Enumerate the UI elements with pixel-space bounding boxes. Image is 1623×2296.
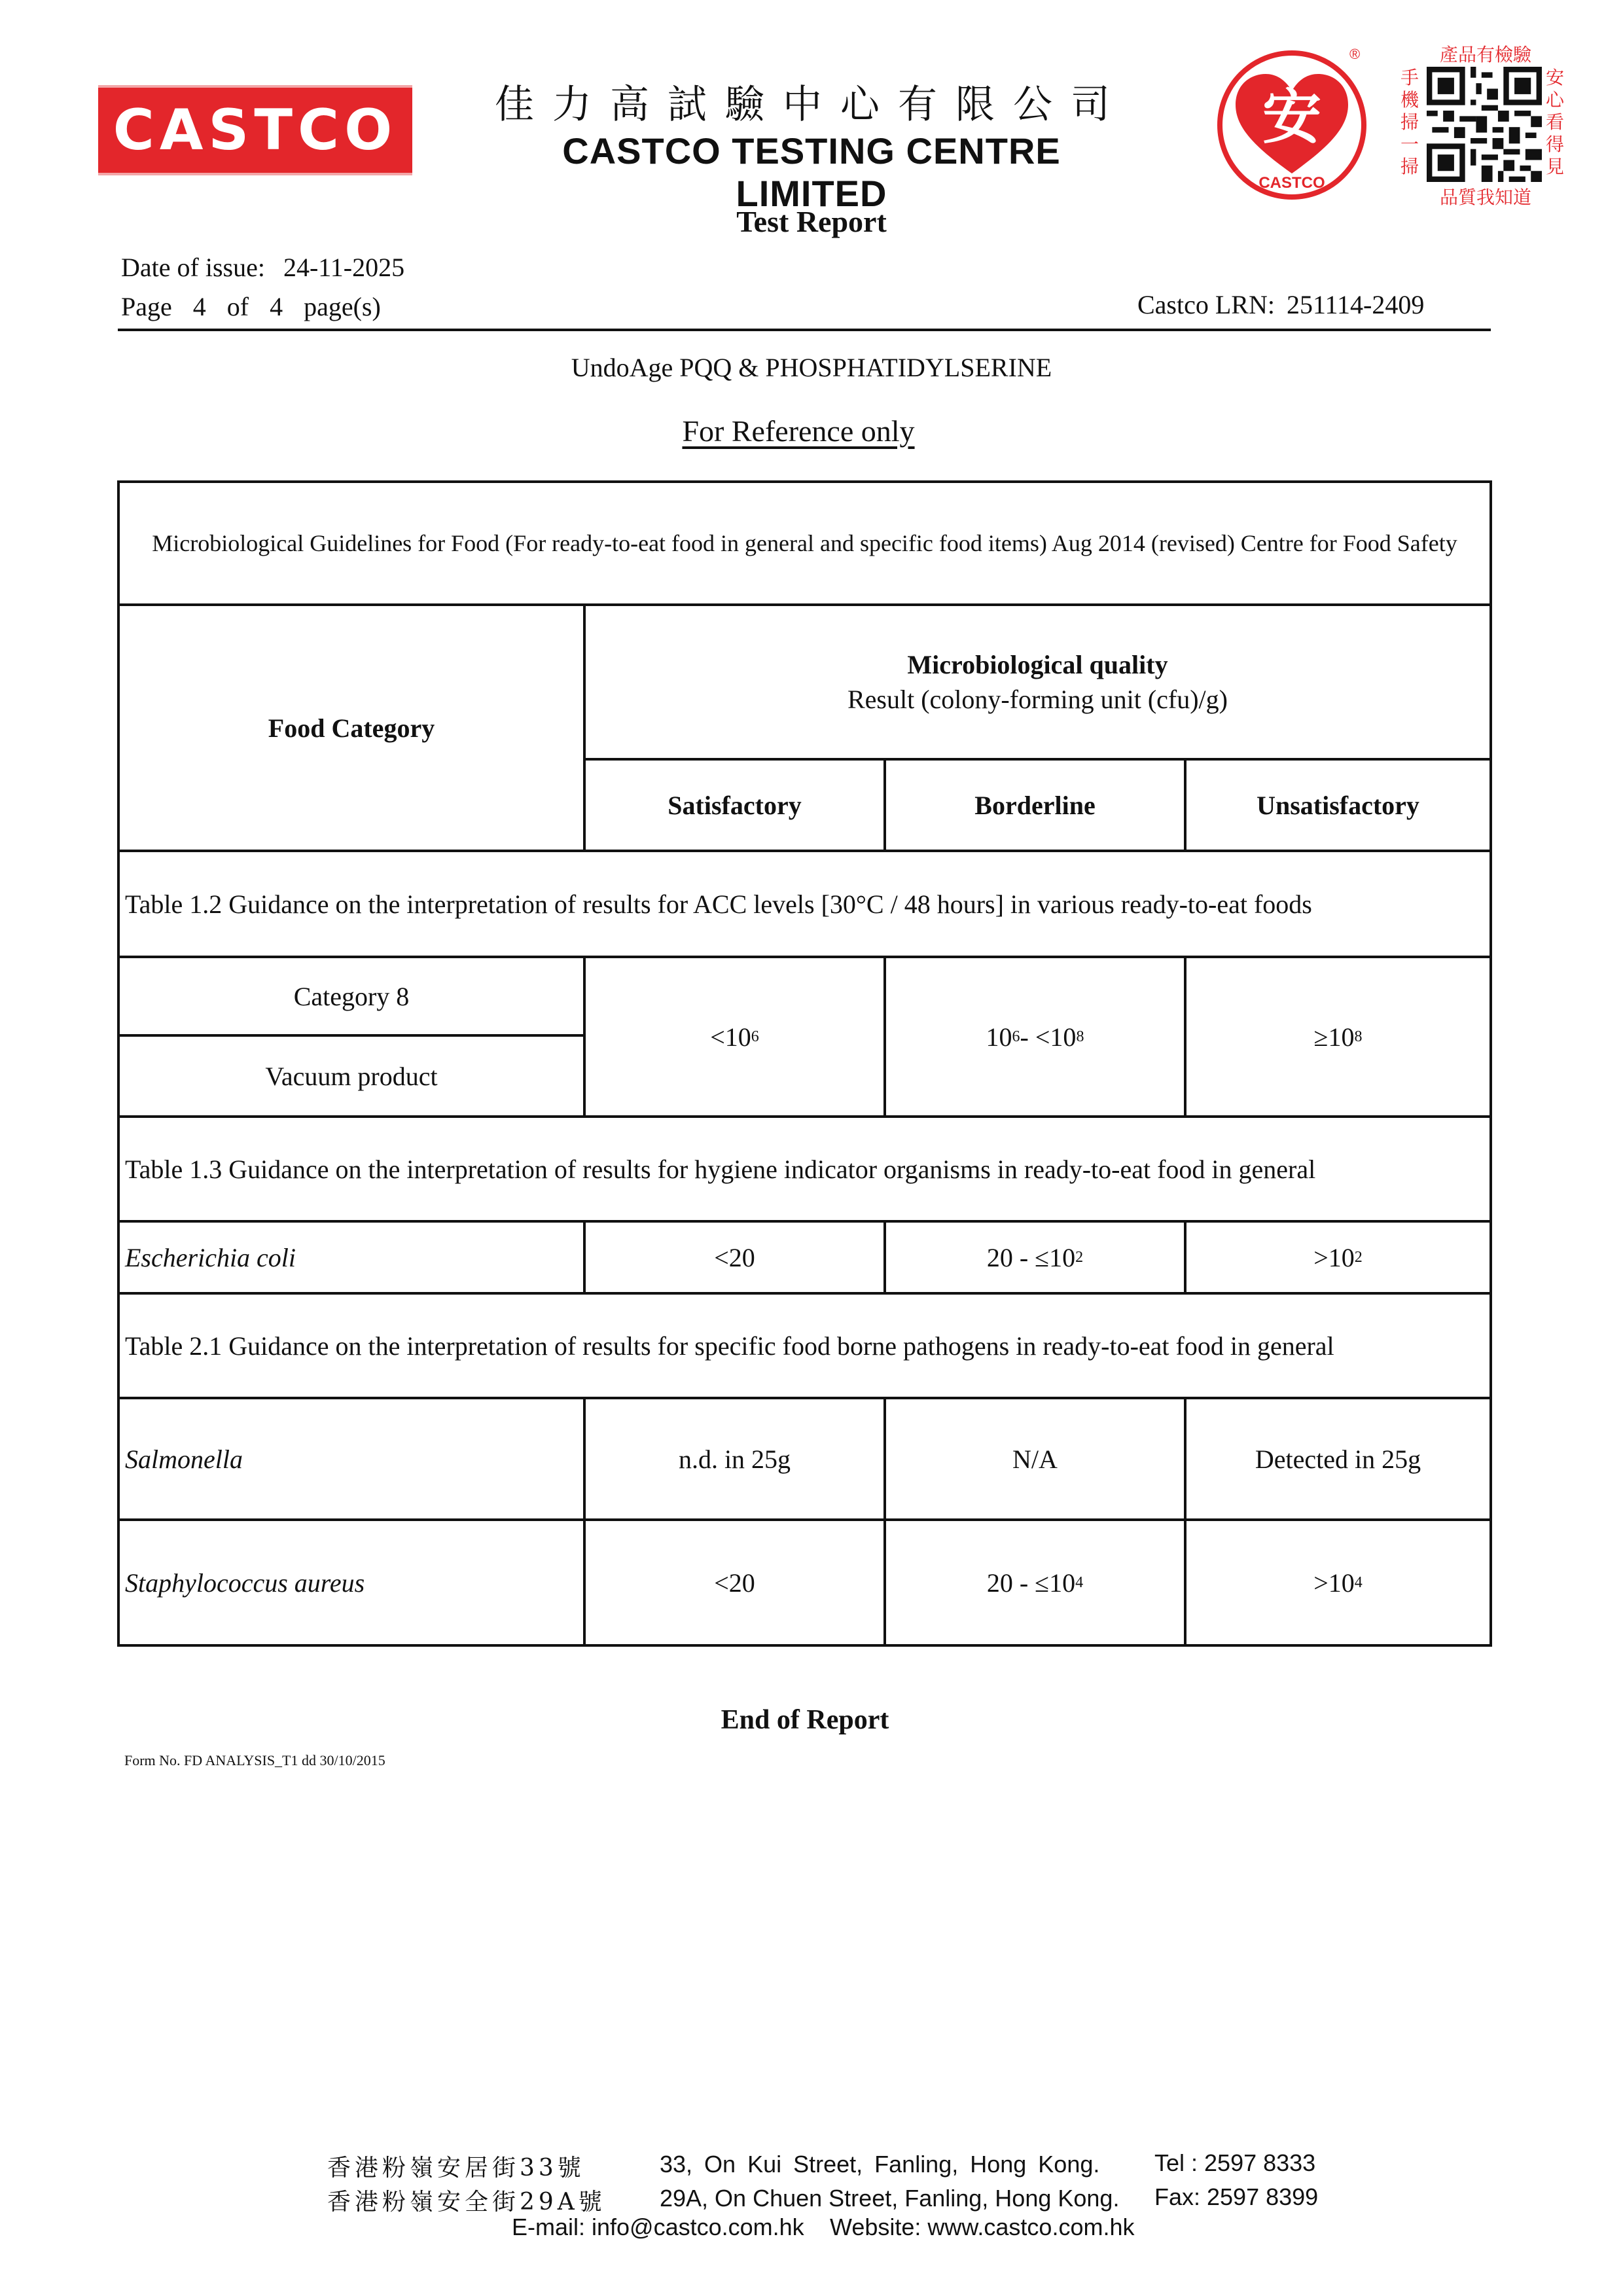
seal-text: CASTCO <box>1258 174 1325 192</box>
page-label: Page <box>121 292 172 321</box>
logo-text: CASTCO <box>113 98 398 163</box>
qr-caption-top: 產品有檢驗 <box>1439 44 1531 65</box>
address-1-en: 33, On Kui Street, Fanling, Hong Kong. <box>660 2151 1100 2178</box>
website-link[interactable]: Website: www.castco.com.hk <box>830 2214 1135 2240</box>
company-name-en: CASTCO TESTING CENTRE LIMITED <box>562 130 1061 214</box>
col-unsatisfactory: Unsatisfactory <box>1257 790 1419 820</box>
salmonella-borderline: N/A <box>1012 1444 1058 1474</box>
page-suffix: page(s) <box>304 292 381 321</box>
product-name: UndoAge PQQ & PHOSPHATIDYLSERINE <box>571 353 1052 382</box>
qr-caption-right: 安心看得見 <box>1546 67 1565 177</box>
staph-satisfactory: <20 <box>714 1568 755 1598</box>
lrn-label: Castco LRN: <box>1137 290 1275 319</box>
col-satisfactory: Satisfactory <box>668 790 802 820</box>
fax: Fax: 2597 8399 <box>1154 2183 1319 2210</box>
page-number: 4 <box>192 292 206 321</box>
telephone: Tel : 2597 8333 <box>1154 2149 1316 2176</box>
staph-name: Staphylococcus aureus <box>125 1568 365 1598</box>
section-1-2-title: Table 1.2 Guidance on the interpretation of results for ACC levels [30°C / 48 hours] in various ready-to-eat foods <box>125 889 1312 919</box>
col-borderline: Borderline <box>974 790 1096 820</box>
category-8-satisfactory: <10 6 <box>710 1022 759 1052</box>
form-number: Form No. FD ANALYSIS_T1 dd 30/10/2015 <box>124 1752 385 1768</box>
category-8-borderline: 10 6 - <10 8 <box>986 1022 1084 1052</box>
address-1-zh: 香港粉嶺安居街33號 <box>327 2155 585 2181</box>
address-2-en: 29A, On Chuen Street, Fanling, Hong Kong. <box>660 2185 1120 2212</box>
ecoli-satisfactory: <20 <box>714 1242 755 1272</box>
salmonella-satisfactory: n.d. in 25g <box>678 1444 791 1474</box>
staph-unsatisfactory: >10 4 <box>1313 1568 1363 1598</box>
seal-char: 安 <box>1262 82 1321 152</box>
date-label: Date of issue: <box>121 253 265 282</box>
quality-header-title: Microbiological quality <box>907 650 1168 679</box>
page-total: 4 <box>270 292 283 321</box>
section-1-3-title: Table 1.3 Guidance on the interpretation of results for hygiene indicator organisms in ready-to-eat food in general <box>125 1154 1316 1184</box>
quality-header-subtitle: Result (colony-forming unit (cfu)/g) <box>847 685 1228 714</box>
staph-borderline: 20 - ≤10 4 <box>986 1568 1084 1598</box>
section-2-1-title: Table 2.1 Guidance on the interpretation of results for specific food borne pathogens in ready-to-eat food in general <box>125 1331 1334 1361</box>
quality-header <box>584 605 1491 759</box>
registered-mark: ® <box>1349 46 1361 62</box>
company-name-zh: 佳力高試驗中心有限公司 <box>495 82 1128 128</box>
address-2-zh: 香港粉嶺安全街29A號 <box>327 2189 606 2215</box>
reference-note-text: For Reference only <box>682 414 915 448</box>
guideline-title: Microbiological Guidelines for Food (For ready-to-eat food in general and specific food items) Aug 2014 (revised) Centre for Food Safety <box>152 530 1457 556</box>
qr-caption-bottom: 品質我知道 <box>1439 187 1531 208</box>
category-8-description: Vacuum product <box>265 1061 438 1091</box>
date-value: 24-11-2025 <box>283 253 405 282</box>
category-8-unsatisfactory: ≥10 8 <box>1313 1022 1363 1052</box>
salmonella-name: Salmonella <box>125 1444 243 1474</box>
qr-caption-left: 手機掃一掃 <box>1400 67 1419 177</box>
end-of-report: End of Report <box>721 1705 889 1735</box>
ecoli-borderline: 20 - ≤10 2 <box>986 1242 1084 1272</box>
category-8-label: Category 8 <box>293 981 410 1011</box>
email-link[interactable]: E-mail: info@castco.com.hk <box>512 2214 804 2240</box>
lrn-value: 251114-2409 <box>1286 290 1425 319</box>
page-of: of <box>226 292 249 321</box>
ecoli-name: Escherichia coli <box>125 1242 296 1272</box>
salmonella-unsatisfactory: Detected in 25g <box>1255 1444 1421 1474</box>
ecoli-unsatisfactory: >10 2 <box>1313 1242 1363 1272</box>
food-category-header: Food Category <box>268 713 435 743</box>
report-title: Test Report <box>736 205 887 238</box>
